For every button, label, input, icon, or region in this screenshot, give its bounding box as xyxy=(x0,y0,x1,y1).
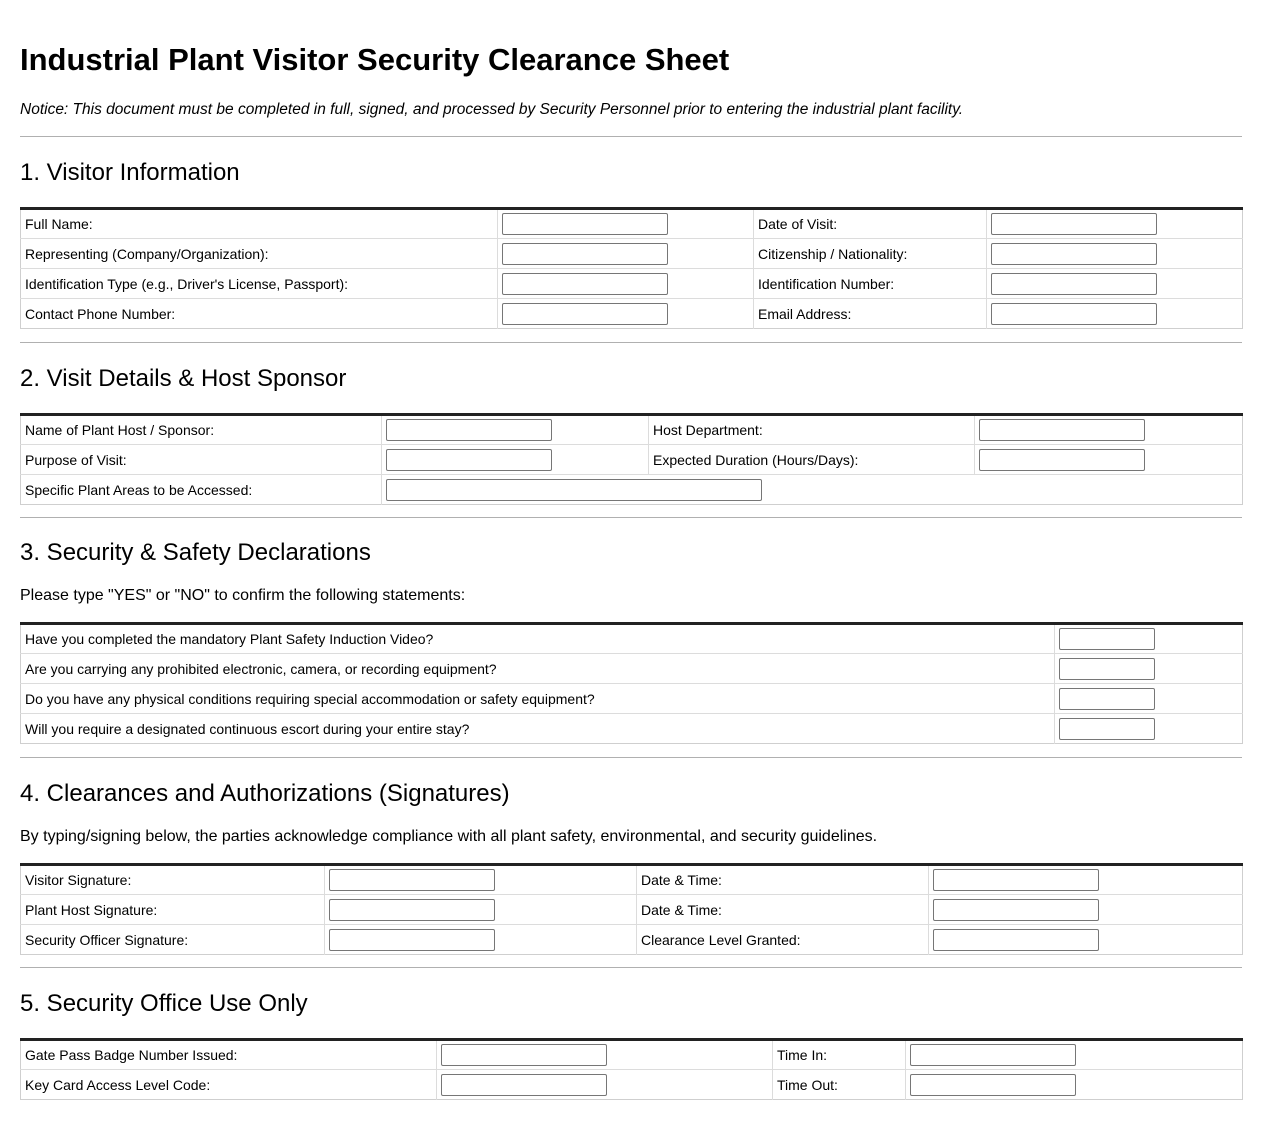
field-label: Identification Type (e.g., Driver's License, Passport): xyxy=(21,269,498,299)
security-officer-signature-input[interactable] xyxy=(329,929,495,951)
purpose-of-visit-input[interactable] xyxy=(386,449,552,471)
date-of-visit-input[interactable] xyxy=(991,213,1157,235)
identification-type-input[interactable] xyxy=(502,273,668,295)
field-label: Visitor Signature: xyxy=(25,872,132,888)
host-date-time-input[interactable] xyxy=(933,899,1099,921)
continuous-escort-answer-input[interactable] xyxy=(1059,718,1155,740)
table-row xyxy=(21,654,1243,684)
safety-induction-answer-input[interactable] xyxy=(1059,628,1155,650)
table-row xyxy=(21,684,1243,714)
prohibited-equipment-answer-input[interactable] xyxy=(1059,658,1155,680)
field-label: Expected Duration (Hours/Days): xyxy=(649,445,975,475)
field-label: Date & Time: xyxy=(637,895,929,925)
table-row xyxy=(21,714,1243,744)
table-row xyxy=(21,475,1243,505)
section-title-visit-details: 2. Visit Details & Host Sponsor xyxy=(20,365,347,392)
divider xyxy=(20,757,1242,758)
page-title: Industrial Plant Visitor Security Clearance Sheet xyxy=(20,42,730,77)
plant-host-name-input[interactable] xyxy=(386,419,552,441)
field-label: Plant Host Signature: xyxy=(21,895,325,925)
divider xyxy=(20,517,1242,518)
declaration-question: Have you completed the mandatory Plant Safety Induction Video? xyxy=(25,631,434,647)
plant-host-signature-input[interactable] xyxy=(329,899,495,921)
expected-duration-input[interactable] xyxy=(979,449,1145,471)
table-row xyxy=(21,445,1243,475)
gate-pass-badge-input[interactable] xyxy=(441,1044,607,1066)
declaration-question: Are you carrying any prohibited electronic, camera, or recording equipment? xyxy=(21,654,1055,684)
contact-phone-input[interactable] xyxy=(502,303,668,325)
plant-areas-input[interactable] xyxy=(386,479,762,501)
physical-conditions-answer-input[interactable] xyxy=(1059,688,1155,710)
table-row xyxy=(21,624,1243,654)
field-label: Date & Time: xyxy=(637,865,929,895)
table-row xyxy=(21,299,1243,329)
time-out-input[interactable] xyxy=(910,1074,1076,1096)
field-label: Full Name: xyxy=(25,216,93,232)
key-card-level-input[interactable] xyxy=(441,1074,607,1096)
divider xyxy=(20,136,1242,137)
clearance-level-input[interactable] xyxy=(933,929,1099,951)
visitor-date-time-input[interactable] xyxy=(933,869,1099,891)
field-label: Gate Pass Badge Number Issued: xyxy=(25,1047,238,1063)
field-label: Specific Plant Areas to be Accessed: xyxy=(21,475,382,505)
table-row xyxy=(21,239,1243,269)
section-title-security-office: 5. Security Office Use Only xyxy=(20,990,308,1017)
table-row xyxy=(21,1070,1243,1100)
time-in-input[interactable] xyxy=(910,1044,1076,1066)
field-label: Name of Plant Host / Sponsor: xyxy=(25,422,215,438)
divider xyxy=(20,342,1242,343)
citizenship-input[interactable] xyxy=(991,243,1157,265)
clearances-table xyxy=(20,863,1243,955)
table-row xyxy=(21,415,1243,445)
table-row xyxy=(21,209,1243,239)
section-title-security-declarations: 3. Security & Safety Declarations xyxy=(20,539,371,566)
field-label: Key Card Access Level Code: xyxy=(21,1070,437,1100)
table-row xyxy=(21,895,1243,925)
host-department-input[interactable] xyxy=(979,419,1145,441)
field-label: Date of Visit: xyxy=(754,209,987,239)
field-label: Citizenship / Nationality: xyxy=(754,239,987,269)
divider xyxy=(20,967,1242,968)
field-label: Representing (Company/Organization): xyxy=(21,239,498,269)
security-office-table xyxy=(20,1038,1243,1100)
visitor-information-table xyxy=(20,207,1243,329)
declaration-question: Will you require a designated continuous escort during your entire stay? xyxy=(21,714,1055,744)
table-row xyxy=(21,269,1243,299)
company-organization-input[interactable] xyxy=(502,243,668,265)
field-label: Contact Phone Number: xyxy=(21,299,498,329)
full-name-input[interactable] xyxy=(502,213,668,235)
section-title-visitor-information: 1. Visitor Information xyxy=(20,159,240,186)
section-title-clearances: 4. Clearances and Authorizations (Signatures) xyxy=(20,780,510,807)
field-label: Purpose of Visit: xyxy=(21,445,382,475)
field-label: Host Department: xyxy=(649,415,975,445)
notice-text: Notice: This document must be completed in full, signed, and processed by Security Personnel prior to entering the industrial plant facility. xyxy=(20,101,964,118)
declarations-table xyxy=(20,622,1243,744)
field-label: Clearance Level Granted: xyxy=(637,925,929,955)
field-label: Email Address: xyxy=(754,299,987,329)
visitor-signature-input[interactable] xyxy=(329,869,495,891)
email-address-input[interactable] xyxy=(991,303,1157,325)
identification-number-input[interactable] xyxy=(991,273,1157,295)
table-row xyxy=(21,925,1243,955)
field-label: Identification Number: xyxy=(754,269,987,299)
declaration-question: Do you have any physical conditions requiring special accommodation or safety equipment? xyxy=(21,684,1055,714)
table-row xyxy=(21,1040,1243,1070)
table-row xyxy=(21,865,1243,895)
clearances-instructions: By typing/signing below, the parties acknowledge compliance with all plant safety, environmental, and security guidelines. xyxy=(20,828,878,845)
field-label: Time Out: xyxy=(773,1070,906,1100)
field-label: Time In: xyxy=(773,1040,906,1070)
declarations-instructions: Please type "YES" or "NO" to confirm the following statements: xyxy=(20,587,466,604)
visit-details-table xyxy=(20,413,1243,505)
field-label: Security Officer Signature: xyxy=(21,925,325,955)
